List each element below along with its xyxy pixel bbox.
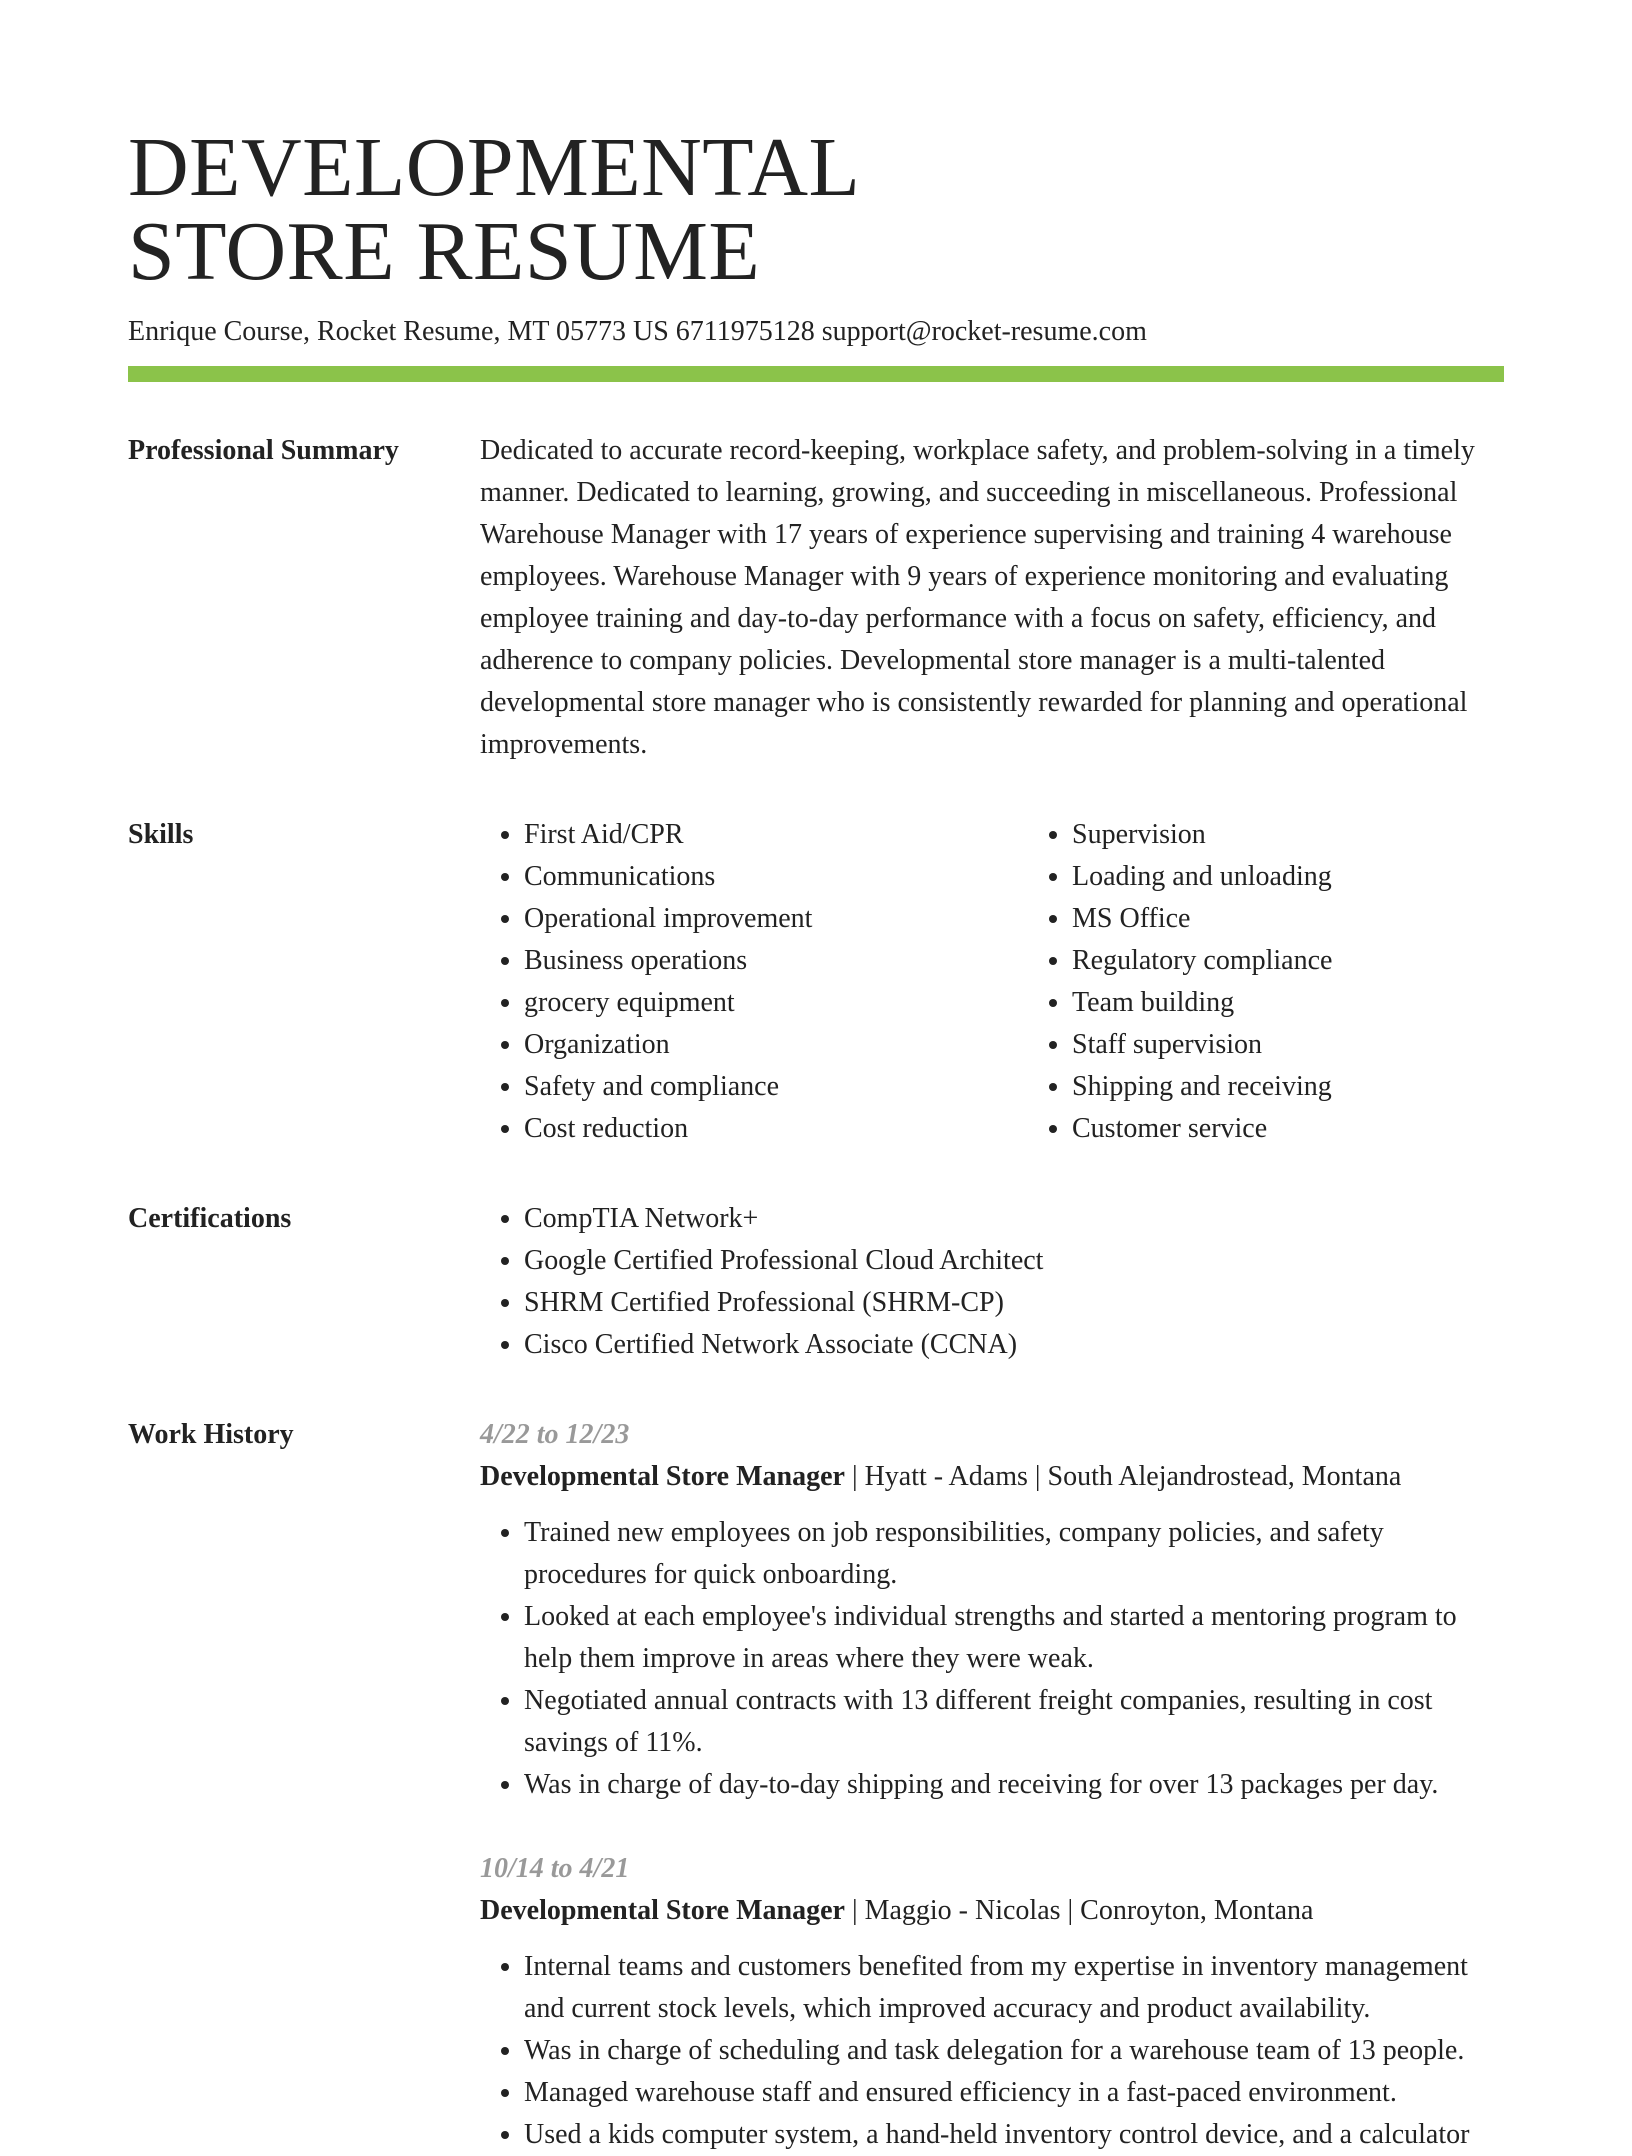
certifications-list — [480, 1198, 1504, 1366]
job-bullet: • Internal teams and customers benefited from my expertise in inventory management and current stock levels, which improved accuracy and product availability. — [524, 1946, 1504, 2030]
skills-heading: Skills — [128, 819, 194, 850]
job-bullet: • Used a kids computer system, a hand-held inventory control device, and a calculator — [524, 2114, 1504, 2156]
job-bullets — [480, 1946, 1504, 2156]
skill-item: • Shipping and receiving — [1072, 1066, 1576, 1108]
resume-page — [128, 121, 1504, 2156]
resume-title-line-2: STORE RESUME — [128, 205, 761, 298]
job-title: Developmental Store Manager — [480, 1895, 845, 1926]
skill-item: • Supervision — [1072, 814, 1576, 856]
resume-title — [128, 121, 1504, 298]
job-bullets — [480, 1512, 1504, 1806]
skill-item: • Cost reduction — [524, 1108, 1028, 1150]
skill-item: • Team building — [1072, 982, 1576, 1024]
resume-title-line-1: DEVELOPMENTAL — [128, 121, 861, 214]
contact-info: Enrique Course, Rocket Resume, MT 05773 US 6711975128 support@rocket-resume.com — [128, 316, 1147, 347]
skill-item: • Operational improvement — [524, 898, 1028, 940]
skill-item: • Safety and compliance — [524, 1066, 1028, 1108]
job-employer-location: | Maggio - Nicolas | Conroyton, Montana — [844, 1895, 1314, 1926]
job-title: Developmental Store Manager — [480, 1461, 845, 1492]
job-dates: 4/22 to 12/23 — [480, 1419, 630, 1450]
skill-item: • grocery equipment — [524, 982, 1028, 1024]
skill-item: • Staff supervision — [1072, 1024, 1576, 1066]
job-bullet: • Negotiated annual contracts with 13 different freight companies, resulting in cost savings of 11%. — [524, 1680, 1504, 1764]
skill-item: • MS Office — [1072, 898, 1576, 940]
skill-item: • Communications — [524, 856, 1028, 898]
certifications-section — [128, 1198, 1504, 1366]
skill-item: • First Aid/CPR — [524, 814, 1028, 856]
certification-item: • SHRM Certified Professional (SHRM-CP) — [524, 1282, 1504, 1324]
job-heading — [480, 1890, 1504, 1932]
header-divider — [128, 366, 1504, 382]
certification-item: • Google Certified Professional Cloud Architect — [524, 1240, 1504, 1282]
job-dates: 10/14 to 4/21 — [480, 1853, 630, 1884]
job-bullet: • Was in charge of day-to-day shipping and receiving for over 13 packages per day. — [524, 1764, 1504, 1806]
work-history-section — [128, 1414, 1504, 2156]
summary-heading: Professional Summary — [128, 435, 399, 466]
certification-item: • CompTIA Network+ — [524, 1198, 1504, 1240]
certification-item: • Cisco Certified Network Associate (CCNA) — [524, 1324, 1504, 1366]
skill-item: • Organization — [524, 1024, 1028, 1066]
skill-item: • Loading and unloading — [1072, 856, 1576, 898]
certifications-heading: Certifications — [128, 1203, 292, 1234]
work-history-heading: Work History — [128, 1419, 294, 1450]
job-bullet: • Managed warehouse staff and ensured efficiency in a fast-paced environment. — [524, 2072, 1504, 2114]
job-bullet: • Trained new employees on job responsibilities, company policies, and safety procedures for quick onboarding. — [524, 1512, 1504, 1596]
skills-list-right — [1028, 814, 1576, 1150]
skill-item: • Business operations — [524, 940, 1028, 982]
skill-item: • Customer service — [1072, 1108, 1576, 1150]
summary-section — [128, 430, 1504, 766]
job-bullet: • Looked at each employee's individual strengths and started a mentoring program to help them improve in areas where they were weak. — [524, 1596, 1504, 1680]
summary-text: Dedicated to accurate record-keeping, workplace safety, and problem-solving in a timely manner. Dedicated to learning, growing, and succeeding in miscellaneous. Professional Warehouse Manager with 17 years of experience supervising and training 4 warehouse employees. Warehouse Manager with 9 years of experience monitoring and evaluating employee training and day-to-day performance with a focus on safety, efficiency, and adherence to company policies. Developmental store manager is a multi-talented developmental store manager who is consistently rewarded for planning and operational improvements. — [480, 435, 1475, 760]
job-heading — [480, 1456, 1504, 1498]
skills-section — [128, 814, 1504, 1150]
skills-list-left — [480, 814, 1028, 1150]
skills-grid — [480, 814, 1576, 1150]
skill-item: • Regulatory compliance — [1072, 940, 1576, 982]
job-entry — [480, 1414, 1504, 1806]
job-employer-location: | Hyatt - Adams | South Alejandrostead, Montana — [844, 1461, 1402, 1492]
job-bullet: • Was in charge of scheduling and task delegation for a warehouse team of 13 people. — [524, 2030, 1504, 2072]
job-entry — [480, 1848, 1504, 2156]
